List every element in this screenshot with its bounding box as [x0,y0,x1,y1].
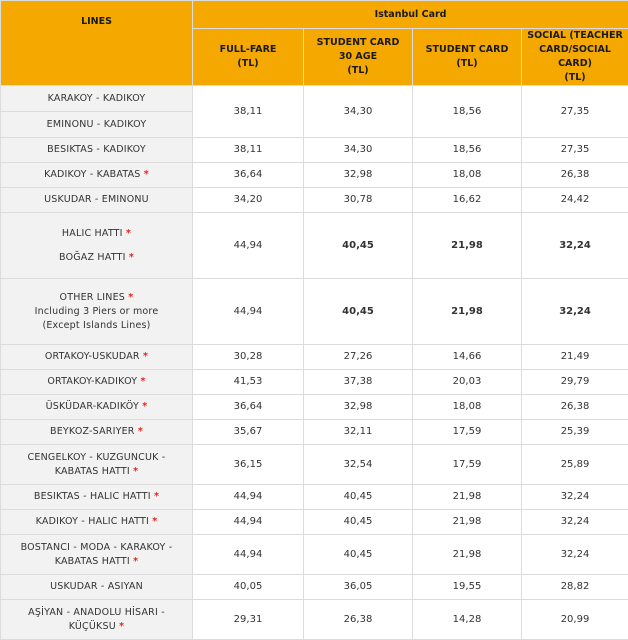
fare-cell: 44,94 [193,279,304,345]
line-name [5,168,188,182]
fare-cell: 27,26 [304,345,413,370]
line-name [5,490,188,504]
fare-cell: 24,42 [522,188,628,213]
line-name-cell [1,420,193,445]
line-name [5,350,188,364]
fare-cell: 17,59 [413,420,522,445]
line-name-cell [1,485,193,510]
line-name [5,400,188,414]
lines-header: LINES [1,1,193,86]
fare-cell: 35,67 [193,420,304,445]
line-name-text: USKUDAR - EMINONU [44,194,149,205]
fare-cell: 32,98 [304,395,413,420]
table-row [1,86,628,138]
line-name-cell [1,188,193,213]
fare-cell: 40,45 [304,279,413,345]
fare-cell: 34,30 [304,86,413,138]
fare-cell: 14,66 [413,345,522,370]
line-name-text: ÜSKÜDAR-KADIKÖY [46,401,139,412]
table-row [1,420,628,445]
asterisk-mark: * [138,426,143,437]
line-name-text: Including 3 Piers or more [35,306,159,317]
line-name-text: BOĞAZ HATTI [59,252,126,263]
line-name [5,227,188,241]
table-row [1,138,628,163]
col-header-full-fare [193,29,304,86]
fare-cell: 32,24 [522,279,628,345]
table-row [1,445,628,485]
fare-cell: 21,98 [413,510,522,535]
col-header-line: SOCIAL (TEACHER [526,29,624,43]
line-name [5,606,188,620]
line-name [5,465,188,479]
col-header-line: (TL) [417,57,517,71]
line-name-text: KADIKOY - KABATAS [44,169,140,180]
line-name-cell [1,535,193,575]
col-header-line: 30 AGE [308,50,408,64]
asterisk-mark: * [128,292,133,303]
line-name-text: (Except Islands Lines) [42,320,150,331]
fare-cell: 36,64 [193,163,304,188]
line-name-cell [1,395,193,420]
asterisk-mark: * [133,556,138,567]
line-name-text: ORTAKOY-KADIKOY [47,376,137,387]
line-name-text: KARAKOY - KADIKOY [48,93,146,104]
line-name-cell [1,575,193,600]
col-header-student [413,29,522,86]
fare-cell: 36,15 [193,445,304,485]
col-header-line: STUDENT CARD [308,36,408,50]
line-name-text: EMINONU - KADIKOY [47,119,147,130]
fare-cell: 40,45 [304,213,413,279]
asterisk-mark: * [142,401,147,412]
asterisk-mark: * [144,169,149,180]
fare-cell: 26,38 [522,163,628,188]
col-header-line: CARD/SOCIAL CARD) [526,43,624,71]
fare-cell: 37,38 [304,370,413,395]
fare-cell: 32,24 [522,510,628,535]
line-name [5,451,188,465]
table-row [1,535,628,575]
line-name [1,111,192,137]
fare-cell: 32,54 [304,445,413,485]
fare-cell: 38,11 [193,138,304,163]
fare-cell: 32,24 [522,213,628,279]
table-row [1,279,628,345]
line-name [5,555,188,569]
table-row [1,395,628,420]
line-name-text: USKUDAR - ASIYAN [50,581,143,592]
asterisk-mark: * [133,466,138,477]
asterisk-mark: * [129,252,134,263]
fare-cell: 25,39 [522,420,628,445]
line-name-cell [1,213,193,279]
line-name [5,251,188,265]
fare-cell: 21,49 [522,345,628,370]
asterisk-mark: * [126,228,131,239]
fare-cell: 40,45 [304,510,413,535]
fare-cell: 40,05 [193,575,304,600]
line-name-cell [1,138,193,163]
fare-cell: 44,94 [193,535,304,575]
line-name [5,425,188,439]
fare-table-body [1,86,628,640]
line-name-text: HALIC HATTI [62,228,123,239]
line-name [5,515,188,529]
fare-cell: 20,99 [522,600,628,640]
fare-cell: 41,53 [193,370,304,395]
line-name-text: OTHER LINES [60,292,125,303]
asterisk-mark: * [152,516,157,527]
line-name-cell [1,345,193,370]
line-name-text: AŞİYAN - ANADOLU HİSARI - [28,607,165,618]
fare-cell: 44,94 [193,510,304,535]
fare-cell: 36,64 [193,395,304,420]
line-name [5,541,188,555]
line-name [5,580,188,594]
table-row [1,345,628,370]
asterisk-mark: * [140,376,145,387]
line-name-text: BEYKOZ-SARIYER [50,426,135,437]
table-row [1,510,628,535]
asterisk-mark: * [119,621,124,632]
fare-cell: 32,11 [304,420,413,445]
fare-cell: 21,98 [413,213,522,279]
col-header-line: (TL) [526,71,624,85]
table-row [1,163,628,188]
fare-cell: 38,11 [193,86,304,138]
line-name [5,193,188,207]
fare-cell: 26,38 [522,395,628,420]
line-name-text: KABATAS HATTI [55,556,130,567]
fare-cell: 34,30 [304,138,413,163]
col-header-line: (TL) [197,57,299,71]
fare-cell: 30,28 [193,345,304,370]
col-header-line: FULL-FARE [197,43,299,57]
table-row [1,370,628,395]
fare-cell: 40,45 [304,535,413,575]
fare-cell: 21,98 [413,485,522,510]
fare-cell: 17,59 [413,445,522,485]
line-name-text: BESIKTAS - KADIKOY [47,144,146,155]
line-name-cell [1,279,193,345]
fare-cell: 20,03 [413,370,522,395]
asterisk-mark: * [143,351,148,362]
line-name-cell [1,600,193,640]
line-name [5,305,188,319]
fare-cell: 21,98 [413,535,522,575]
line-name [5,143,188,157]
fare-cell: 32,24 [522,485,628,510]
line-name-cell [1,86,193,138]
fare-cell: 18,08 [413,395,522,420]
fare-cell: 29,79 [522,370,628,395]
fare-cell: 40,45 [304,485,413,510]
fare-cell: 19,55 [413,575,522,600]
fare-cell: 16,62 [413,188,522,213]
line-name-cell [1,370,193,395]
fare-cell: 25,89 [522,445,628,485]
fare-cell: 32,24 [522,535,628,575]
table-row [1,575,628,600]
fare-cell: 18,08 [413,163,522,188]
line-name-text: BOSTANCI - MODA - KARAKOY - [21,542,173,553]
line-name-cell [1,510,193,535]
fare-cell: 18,56 [413,86,522,138]
line-name-text: CENGELKOY - KUZGUNCUK - [28,452,166,463]
fare-cell: 34,20 [193,188,304,213]
line-name [5,291,188,305]
line-name [5,375,188,389]
line-name-text: ORTAKOY-USKUDAR [45,351,140,362]
fare-cell: 27,35 [522,86,628,138]
col-header-line: STUDENT CARD [417,43,517,57]
fare-cell: 18,56 [413,138,522,163]
col-header-student-30 [304,29,413,86]
fare-cell: 36,05 [304,575,413,600]
fare-cell: 44,94 [193,485,304,510]
fare-cell: 32,98 [304,163,413,188]
asterisk-mark: * [154,491,159,502]
line-name-text: KÜÇÜKSU [69,621,116,632]
table-row [1,188,628,213]
fare-cell: 26,38 [304,600,413,640]
fare-cell: 30,78 [304,188,413,213]
line-name-text: KADIKOY - HALIC HATTI [36,516,149,527]
fare-cell: 28,82 [522,575,628,600]
fare-cell: 29,31 [193,600,304,640]
table-row [1,213,628,279]
line-name-cell [1,445,193,485]
line-name [5,319,188,333]
line-name [1,86,192,111]
istanbul-card-header: Istanbul Card [193,1,628,29]
line-name-text: BESIKTAS - HALIC HATTI [34,491,151,502]
fare-cell: 21,98 [413,279,522,345]
line-name [5,620,188,634]
table-row [1,485,628,510]
col-header-social [522,29,628,86]
fare-cell: 44,94 [193,213,304,279]
col-header-line: (TL) [308,64,408,78]
line-name-cell [1,163,193,188]
fare-cell: 14,28 [413,600,522,640]
line-name-text: KABATAS HATTI [55,466,130,477]
table-row [1,600,628,640]
fare-cell: 27,35 [522,138,628,163]
